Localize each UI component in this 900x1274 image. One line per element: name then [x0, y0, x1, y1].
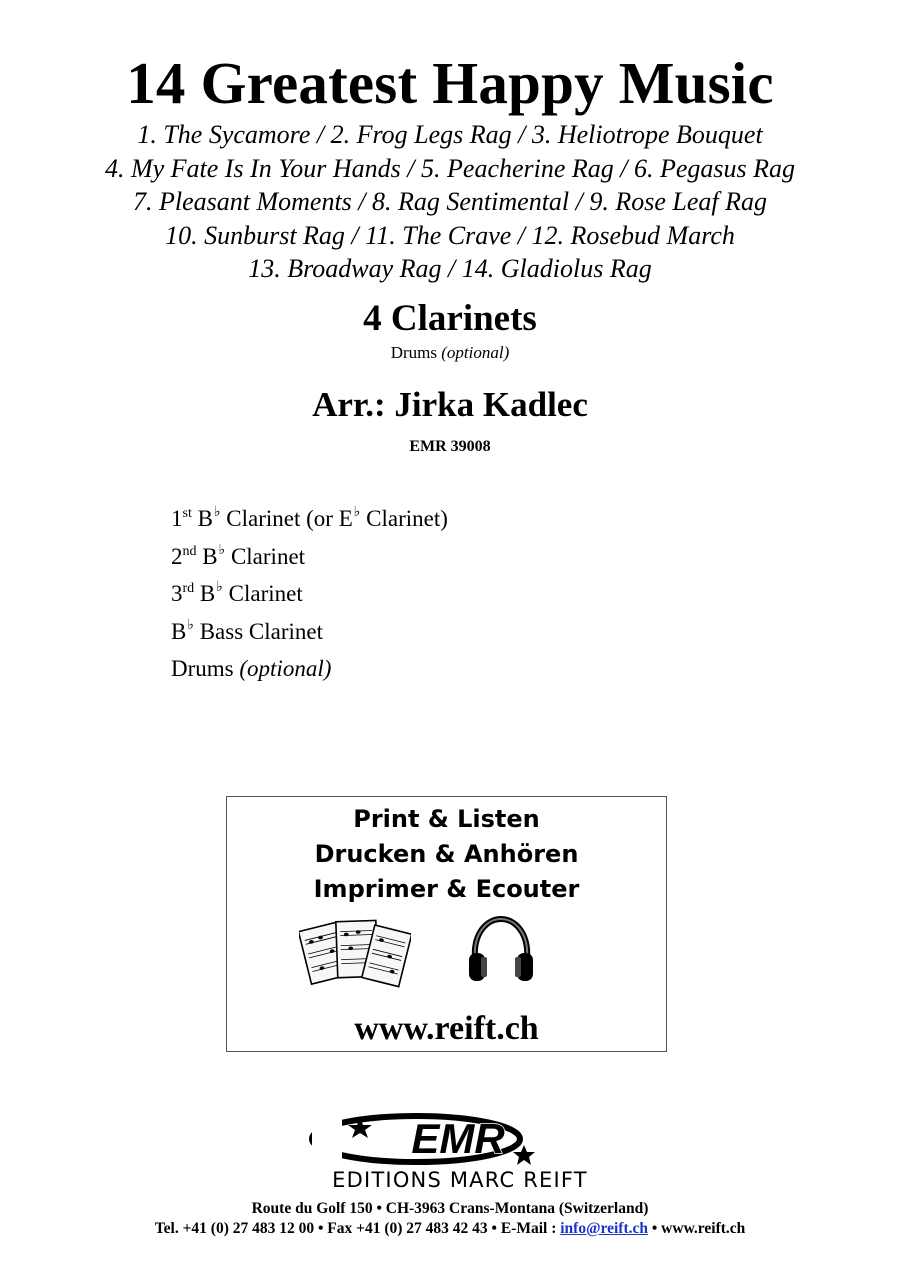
- print-listen-line: Drucken & Anhören: [314, 840, 579, 868]
- song-list-line: 1. The Sycamore / 2. Frog Legs Rag / 3. Heliotrope Bouquet: [137, 120, 763, 149]
- print-listen-box: [226, 796, 667, 1052]
- parts-list: [171, 500, 448, 688]
- svg-text:EDITIONS MARC REIFT: EDITIONS MARC REIFT: [332, 1168, 588, 1192]
- part-item: 3rd B♭ Clarinet: [171, 580, 303, 606]
- flat-icon: ♭: [353, 505, 361, 520]
- drums-note: [0, 342, 900, 364]
- flat-icon: ♭: [187, 617, 194, 633]
- arranger-credit: Arr.: Jirka Kadlec: [312, 385, 588, 424]
- instrumentation-heading: 4 Clarinets: [363, 298, 537, 339]
- flat-icon: ♭: [213, 505, 221, 520]
- part-item: 2nd B♭ Clarinet: [171, 542, 306, 569]
- optional-label: (optional): [441, 343, 510, 362]
- print-listen-line: Imprimer & Ecouter: [313, 875, 580, 903]
- song-list-line: 10. Sunburst Rag / 11. The Crave / 12. Rosebud March: [165, 220, 735, 250]
- song-list: [0, 118, 900, 286]
- song-list-line: 4. My Fate Is In Your Hands / 5. Peacherine Rag / 6. Pegasus Rag: [104, 153, 796, 183]
- print-listen-text: [227, 802, 666, 907]
- drums-label: Drums: [390, 343, 438, 362]
- emr-logo: [300, 1105, 620, 1195]
- catalog-number: EMR 39008: [409, 438, 491, 455]
- headphones-icon: [467, 915, 535, 987]
- website-link[interactable]: www.reift.ch: [354, 1010, 539, 1047]
- svg-text:EMR: EMR: [411, 1115, 505, 1162]
- flat-icon: ♭: [216, 580, 223, 595]
- score-title: 14 Greatest Happy Music: [126, 50, 774, 116]
- flat-icon: ♭: [218, 542, 226, 558]
- email-link[interactable]: info@reift.ch: [560, 1220, 648, 1237]
- song-list-line: 13. Broadway Rag / 14. Gladiolus Rag: [248, 254, 652, 283]
- publisher-address: Route du Golf 150 • CH-3963 Crans-Montana (Switzerland): [251, 1200, 649, 1217]
- song-list-line: 7. Pleasant Moments / 8. Rag Sentimental / 9. Rose Leaf Rag: [132, 187, 768, 216]
- part-item: Drums (optional): [171, 656, 332, 681]
- publisher-contact: Tel. +41 (0) 27 483 12 00 • Fax +41 (0) 27 483 42 43 • E-Mail : info@reift.ch • www.reift.ch: [154, 1220, 746, 1237]
- part-item: B♭ Bass Clarinet: [171, 617, 323, 644]
- part-item: 1st B♭ Clarinet (or E♭ Clarinet): [171, 505, 448, 531]
- print-listen-line: Print & Listen: [353, 805, 540, 833]
- sheet-music-icon: [299, 915, 411, 991]
